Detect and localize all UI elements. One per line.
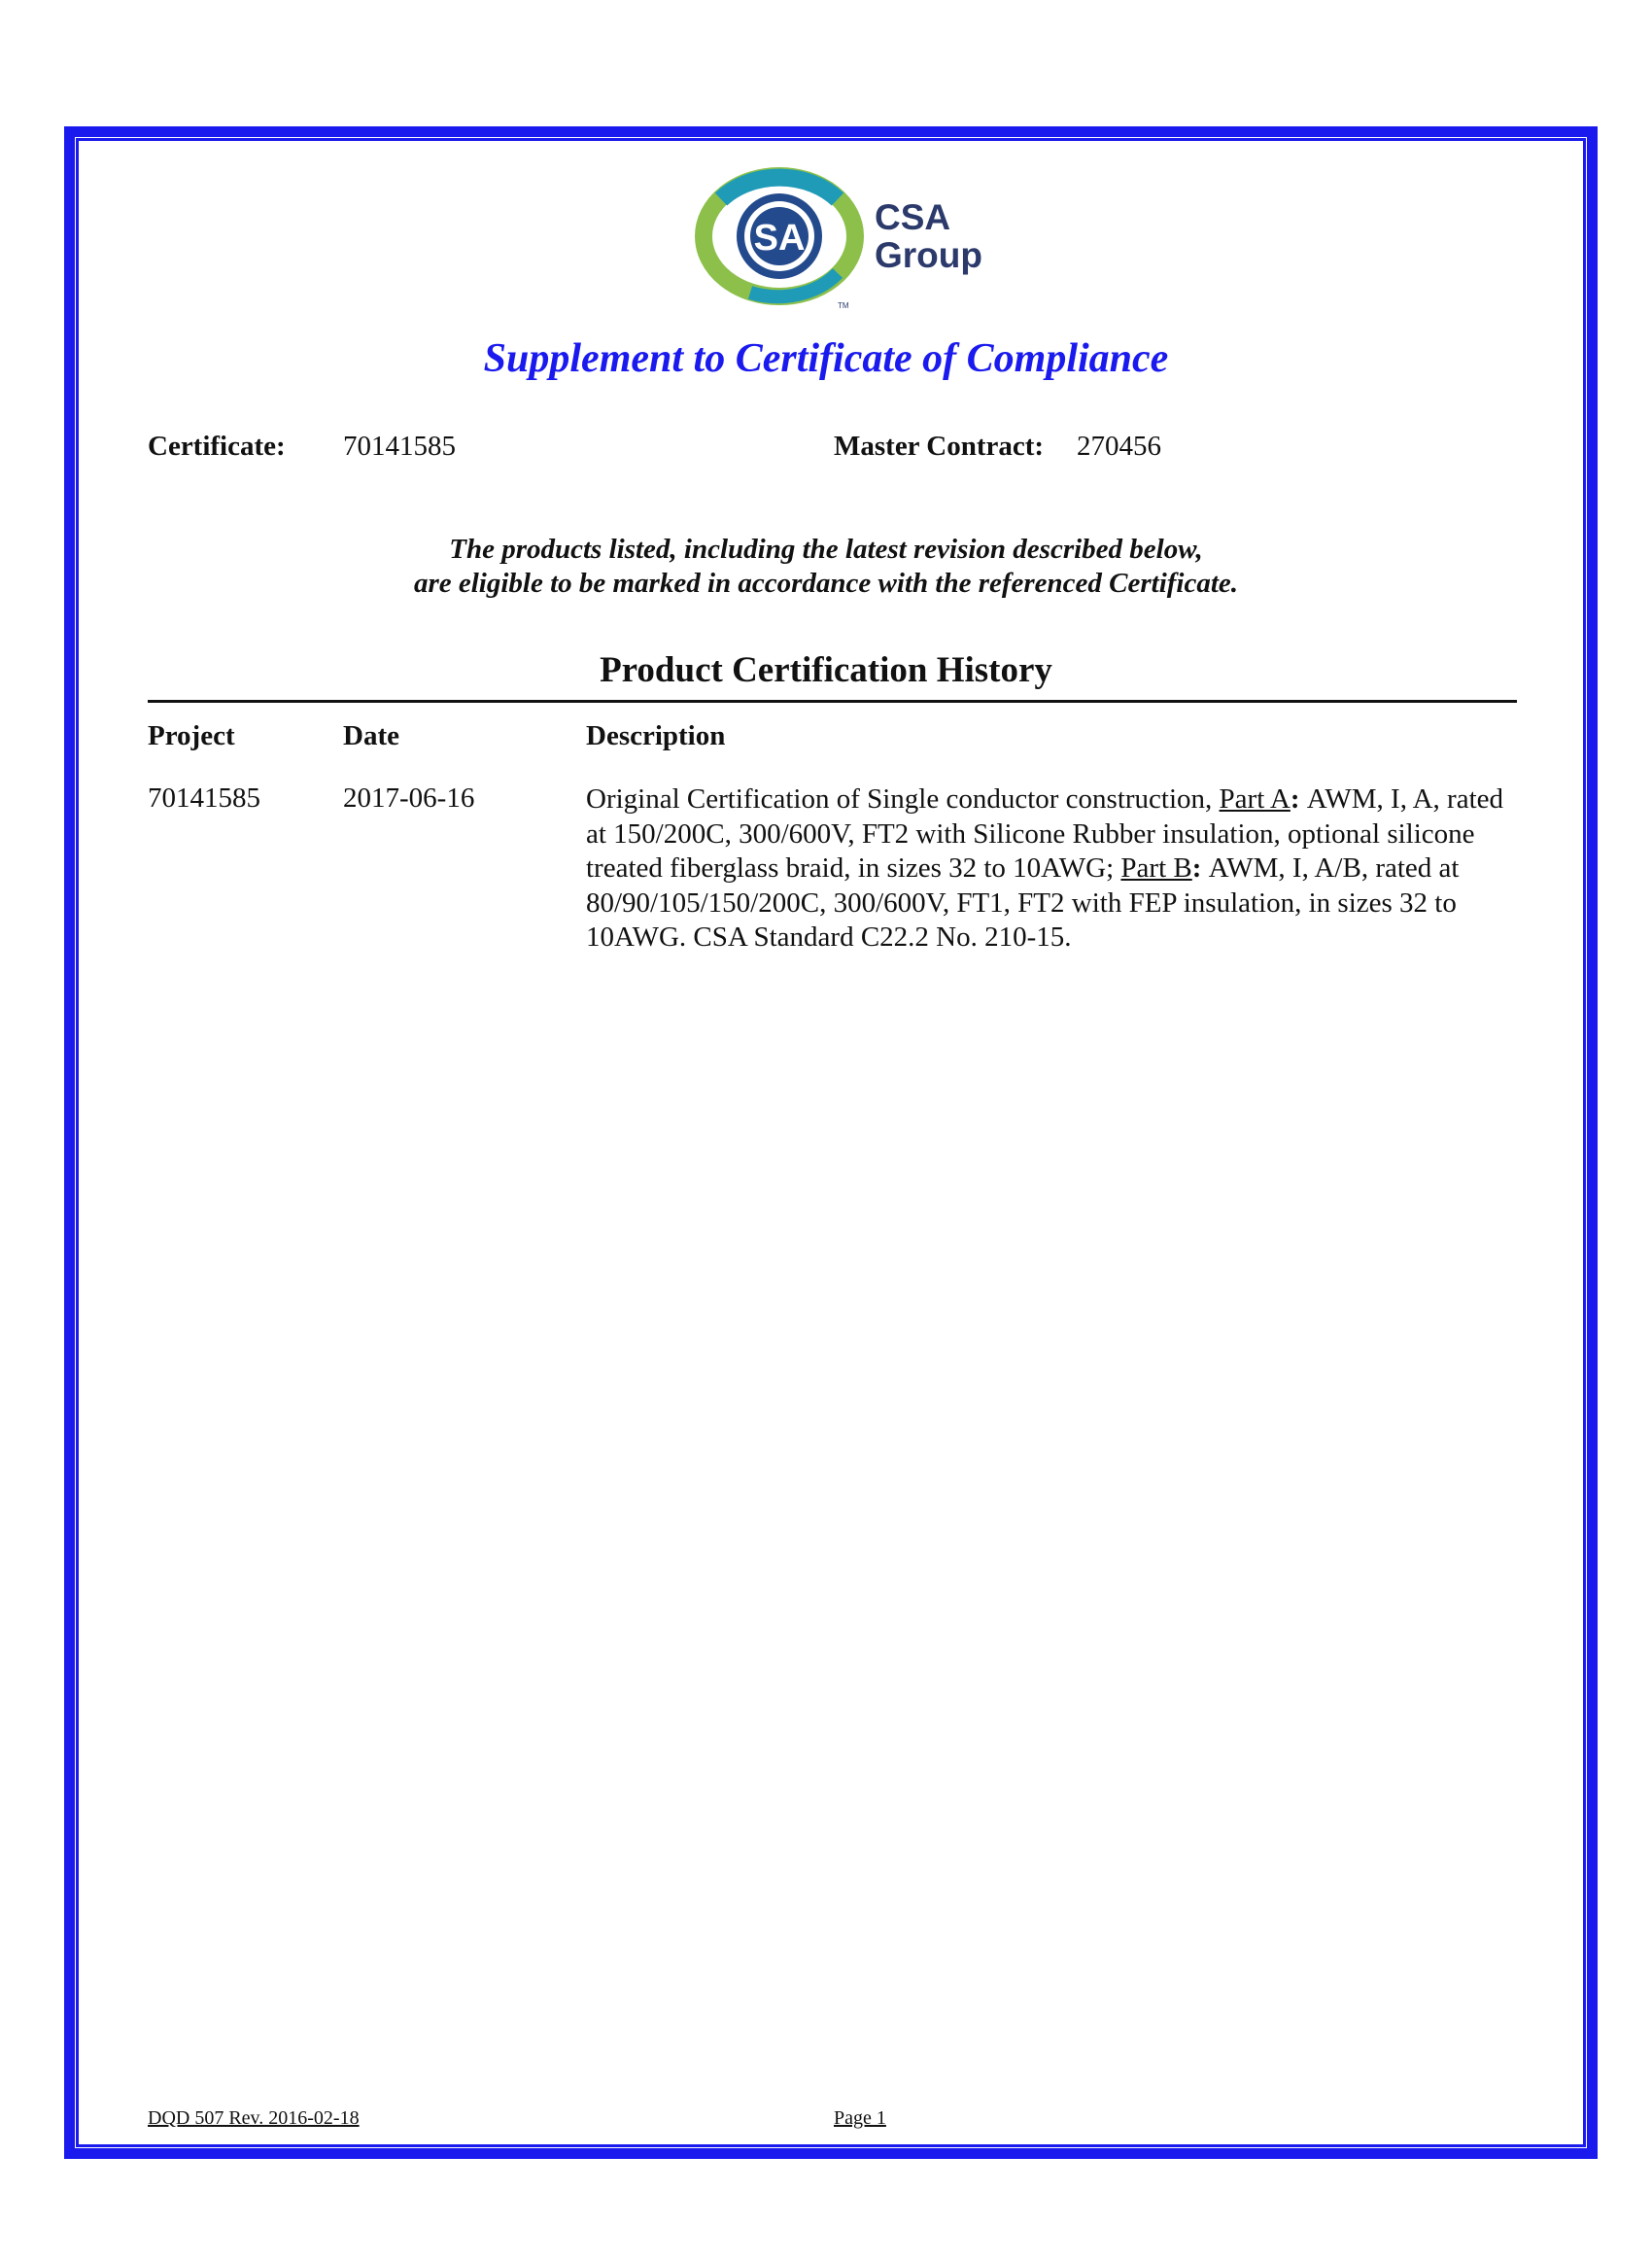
row-project: 70141585 xyxy=(148,782,260,814)
logo-mark-text: SA xyxy=(753,218,806,259)
logo-line-1: CSA xyxy=(875,197,951,237)
logo-line-2: Group xyxy=(875,235,982,275)
master-contract-number: 270456 xyxy=(1077,431,1161,462)
certificate-number: 70141585 xyxy=(343,431,456,462)
description-intro: Original Certification of Single conductor construction, xyxy=(586,783,1220,815)
section-divider xyxy=(148,700,1517,703)
column-header-project: Project xyxy=(148,720,235,751)
section-title: Product Certification History xyxy=(600,650,1052,690)
part-a-label: Part A xyxy=(1219,783,1291,815)
csa-logo-mark-icon xyxy=(692,160,867,316)
document-title: Supplement to Certificate of Compliance xyxy=(483,336,1169,381)
csa-group-logo xyxy=(692,160,983,316)
part-b-label: Part B xyxy=(1120,852,1192,884)
page-border-inner xyxy=(76,138,1586,2147)
notice-line-1: The products listed, including the latest revision described below, xyxy=(449,534,1203,565)
column-header-description: Description xyxy=(586,720,726,751)
certificate-label: Certificate: xyxy=(148,431,286,462)
footer-page-number: Page 1 xyxy=(834,2107,886,2129)
row-date: 2017-06-16 xyxy=(343,782,475,814)
part-b-text: AWM, I, A/B, rated at 80/90/105/150/200C, 300/600V, FT1, FT2 with FEP insulation, in sizes 32 to 10AWG. CSA Standard C22.2 No. 210-15. xyxy=(586,852,1460,953)
master-contract-label: Master Contract: xyxy=(834,431,1045,462)
column-header-date: Date xyxy=(343,720,399,751)
row-description: Original Certification of Single conductor construction, Part A: AWM, I, A, rated at 150/200C, 300/600V, FT2 with Silicone Rubber insulation, optional silicone treated fiberglass braid, in sizes 32 to 10AWG; Part B: AWM, I, A/B, rated at 80/90/105/150/200C, 300/600V, FT1, FT2 with FEP insulation, in sizes 32 to 10AWG. CSA Standard C22.2 No. 210-15. xyxy=(586,783,1504,953)
footer-form-reference: DQD 507 Rev. 2016-02-18 xyxy=(148,2107,360,2129)
trademark-symbol: TM xyxy=(838,301,849,310)
notice-line-2: are eligible to be marked in accordance with the referenced Certificate. xyxy=(413,568,1239,599)
part-a-text: AWM, I, A, rated at 150/200C, 300/600V, FT2 with Silicone Rubber insulation, optional silicone treated fiberglass braid, in sizes 32 to 10AWG; xyxy=(586,783,1504,884)
